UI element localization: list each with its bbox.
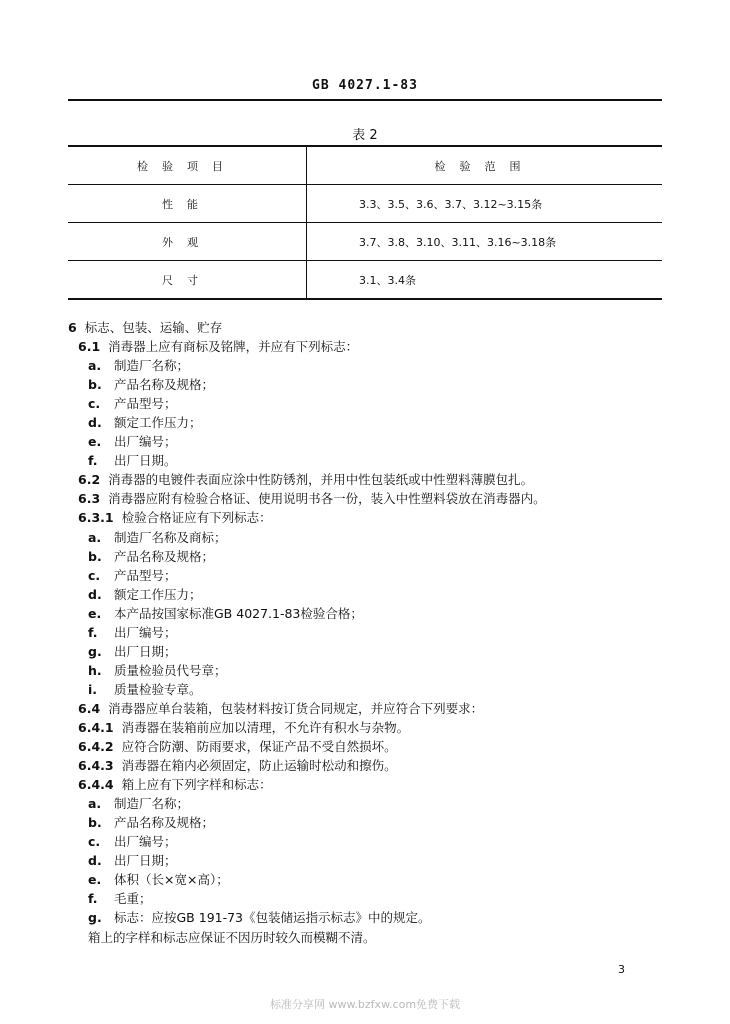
list-text: 本产品按国家标准GB 4027.1-83检验合格；: [114, 605, 363, 621]
clause-6-3: [68, 489, 668, 508]
page-header-standard-code: GB 4027.1-83: [312, 78, 418, 93]
list-item: [68, 585, 668, 604]
list-item: [68, 604, 668, 623]
list-item: [68, 356, 668, 375]
list-text: 出厂编号；: [114, 434, 177, 450]
column-header-scope: 检验范围: [307, 146, 663, 185]
list-marker: d.: [88, 853, 102, 869]
clause-text: 消毒器上应有商标及铭牌，并应有下列标志：: [108, 339, 359, 355]
list-item: [68, 394, 668, 413]
clause-text: 消毒器在装箱前应加以清理，不允许有积水与杂物。: [121, 719, 410, 735]
row-scope: 3.7、3.8、3.10、3.11、3.16~3.18条: [307, 223, 663, 261]
list-marker: c.: [88, 396, 101, 412]
list-marker: g.: [88, 643, 102, 659]
clause-6-4-2: [68, 737, 668, 756]
list-text: 毛重；: [114, 891, 152, 907]
list-text: 产品型号；: [114, 567, 177, 583]
list-item: [68, 623, 668, 642]
list-item: [68, 451, 668, 470]
page-number: 3: [618, 963, 625, 976]
list-text: 体积（长×宽×高）；: [114, 872, 229, 888]
list-text: 质量检验专章。: [114, 681, 202, 697]
list-text: 额定工作压力；: [114, 415, 202, 431]
inspection-table: [68, 145, 662, 300]
clause-6-1: [68, 337, 668, 356]
list-marker: b.: [88, 377, 102, 393]
row-item: 性能: [68, 185, 307, 223]
clause-text: 箱上应有下列字样和标志：: [121, 777, 272, 793]
list-marker: e.: [88, 434, 102, 450]
list-text: 出厂编号；: [114, 834, 177, 850]
list-item: [68, 528, 668, 547]
list-item: [68, 566, 668, 585]
list-text: 出厂日期；: [114, 853, 177, 869]
list-marker: h.: [88, 662, 102, 678]
clause-number: 6.4.1: [78, 719, 114, 735]
list-text: 产品名称及规格；: [114, 815, 215, 831]
list-text: 制造厂名称及商标；: [114, 529, 227, 545]
list-item: [68, 642, 668, 661]
list-marker: a.: [88, 529, 102, 545]
clause-number: 6.2: [78, 472, 101, 488]
list-marker: d.: [88, 415, 102, 431]
list-item: [68, 680, 668, 699]
row-scope: 3.3、3.5、3.6、3.7、3.12~3.15条: [307, 185, 663, 223]
section-number: 6: [68, 320, 77, 335]
row-item: 尺寸: [68, 261, 307, 300]
closing-note: 箱上的字样和标志应保证不因历时较久而模糊不清。: [88, 929, 376, 945]
list-marker: d.: [88, 586, 102, 602]
clause-number: 6.1: [78, 339, 101, 355]
list-item: [68, 375, 668, 394]
section-title: 标志、包装、运输、贮存: [84, 320, 223, 335]
list-item: [68, 661, 668, 680]
clause-6-3-1: [68, 508, 668, 527]
clause-6-4-3: [68, 756, 668, 775]
list-text: 制造厂名称；: [114, 358, 190, 374]
list-text: 出厂日期；: [114, 643, 177, 659]
list-text: 质量检验员代号章；: [114, 662, 227, 678]
body-text: [68, 318, 668, 947]
clause-text: 消毒器的电镀件表面应涂中性防锈剂，并用中性包装纸或中性塑料薄膜包扎。: [108, 472, 534, 488]
clause-6-4-4: [68, 775, 668, 794]
list-item: [68, 870, 668, 889]
list-text: 出厂编号；: [114, 624, 177, 640]
list-item: [68, 889, 668, 908]
list-item: [68, 794, 668, 813]
list-item: [68, 832, 668, 851]
list-text: 产品名称及规格；: [114, 377, 215, 393]
table-caption: 表 2: [352, 128, 378, 143]
list-text: 制造厂名称；: [114, 796, 190, 812]
list-marker: b.: [88, 548, 102, 564]
clause-number: 6.4.4: [78, 777, 114, 793]
list-marker: f.: [88, 453, 98, 469]
clause-6-4: [68, 699, 668, 718]
row-item: 外观: [68, 223, 307, 261]
row-scope: 3.1、3.4条: [307, 261, 663, 300]
clause-text: 消毒器应附有检验合格证、使用说明书各一份，装入中性塑料袋放在消毒器内。: [108, 491, 546, 507]
list-marker: a.: [88, 358, 102, 374]
list-item: [68, 813, 668, 832]
list-marker: e.: [88, 605, 102, 621]
table-header-row: [68, 146, 662, 185]
clause-text: 检验合格证应有下列标志：: [121, 510, 272, 526]
list-marker: i.: [88, 681, 98, 697]
clause-number: 6.3.1: [78, 510, 114, 526]
clause-text: 消毒器在箱内必须固定，防止运输时松动和擦伤。: [121, 758, 397, 774]
clause-number: 6.4.2: [78, 739, 114, 755]
list-item: [68, 851, 668, 870]
list-item: [68, 908, 668, 927]
footer-watermark: 标准分享网 www.bzfxw.com免费下载: [269, 998, 461, 1011]
list-marker: c.: [88, 834, 101, 850]
table-row: [68, 185, 662, 223]
header-rule: [68, 99, 662, 101]
column-header-item: 检验项目: [68, 146, 307, 185]
list-marker: e.: [88, 872, 102, 888]
clause-number: 6.4: [78, 700, 101, 716]
list-marker: f.: [88, 624, 98, 640]
list-marker: g.: [88, 910, 102, 926]
list-text: 出厂日期。: [114, 453, 177, 469]
list-item: [68, 547, 668, 566]
table-row: [68, 261, 662, 300]
list-marker: f.: [88, 891, 98, 907]
clause-6-2: [68, 470, 668, 489]
list-text: 产品名称及规格；: [114, 548, 215, 564]
clause-6-4-1: [68, 718, 668, 737]
clause-text: 应符合防潮、防雨要求，保证产品不受自然损坏。: [121, 739, 397, 755]
list-text: 标志：应按GB 191-73《包装储运指示标志》中的规定。: [114, 910, 431, 926]
clause-number: 6.4.3: [78, 758, 114, 774]
list-marker: c.: [88, 567, 101, 583]
list-text: 额定工作压力；: [114, 586, 202, 602]
list-item: [68, 432, 668, 451]
list-text: 产品型号；: [114, 396, 177, 412]
table-row: [68, 223, 662, 261]
list-marker: b.: [88, 815, 102, 831]
section-heading: [68, 318, 668, 337]
list-item: [68, 413, 668, 432]
clause-text: 消毒器应单台装箱，包装材料按订货合同规定，并应符合下列要求：: [108, 700, 484, 716]
list-marker: a.: [88, 796, 102, 812]
clause-number: 6.3: [78, 491, 101, 507]
